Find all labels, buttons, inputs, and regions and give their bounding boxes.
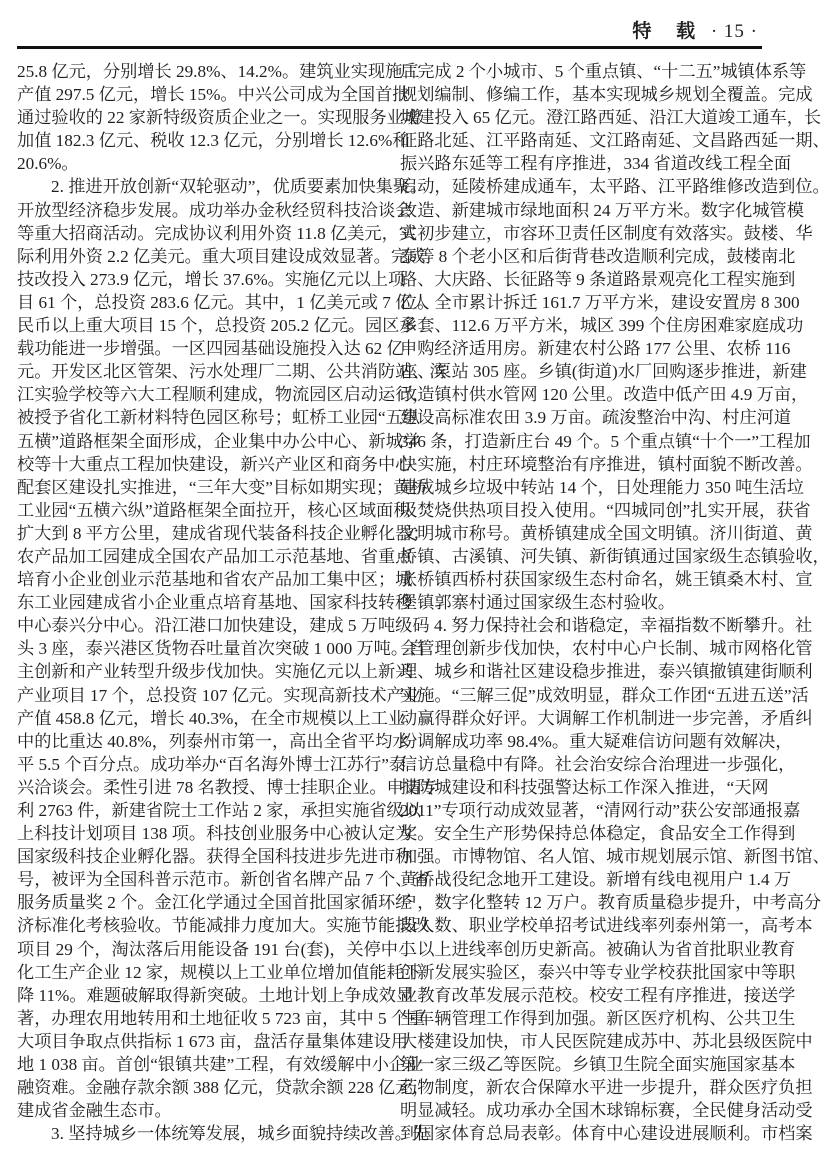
text-line: 振兴路东延等工程有序推进，334 省道改线工程全面	[400, 154, 792, 174]
text-line: 位。全市累计拆迁 161.7 万平方米，建设安置房 8 300	[400, 292, 800, 312]
text-line: 工业园“五横六纵”道路框架全面拉开，核心区域面积	[17, 500, 411, 520]
text-line: 主创新和产业转型升级步伐加快。实施亿元以上新兴	[17, 662, 413, 682]
text-line: 座、泵站 305 座。乡镇(街道)水厂回购逐步推进，新建	[400, 362, 807, 382]
text-line: 平 5.5 个百分点。成功举办“百名海外博士江苏行”泰	[17, 754, 407, 774]
text-line: 到国家体育总局表彰。体育中心建设进展顺利。市档案	[400, 1124, 813, 1144]
text-line: 上科技计划项目 138 项。科技创业服务中心被认定为	[17, 824, 413, 844]
text-line: 中心泰兴分中心。沿江港口加快建设，建成 5 万吨级码	[17, 616, 430, 636]
text-line: 25.8 亿元，分别增长 29.8%、14.2%。建筑业实现施工	[17, 62, 420, 81]
text-line: 户，数字化整转 12 万户。教育质量稳步提升，中考高分	[400, 893, 822, 913]
text-line: 兴洽谈会。柔性引进 78 名教授、博士挂职企业。申请专	[17, 777, 439, 797]
text-line: 346 条，打造新庄台 49 个。5 个重点镇“十个一”工程加	[400, 431, 811, 451]
text-line: 通过验收的 22 家新特级资质企业之一。实现服务业增	[17, 108, 421, 128]
text-line: 降 11%。难题破解取得新突破。土地计划上争成效显	[17, 985, 414, 1005]
text-line: 产值 458.8 亿元，增长 40.3%，在全市规模以上工业	[17, 708, 406, 728]
text-line: 五横”道路框架全面形成，企业集中办公中心、新城学	[17, 431, 420, 451]
text-line: 4. 努力保持社会和谐稳定，幸福指数不断攀升。社	[434, 616, 813, 636]
text-line: 建成省金融生态市。	[17, 1101, 172, 1121]
text-line: 农产品加工园建成全国农产品加工示范基地、省重点	[17, 546, 413, 566]
text-line: 后完成 2 个小城市、5 个重点镇、“十二五”城镇体系等	[400, 62, 807, 81]
text-line: 号，被评为全国科普示范市。新创省名牌产品 7 个、省	[17, 870, 430, 890]
text-line: 路、大庆路、长征路等 9 条道路景观亮化工程实施到	[400, 269, 796, 289]
text-line: 建设高标准农田 3.9 万亩。疏浚整治中沟、村庄河道	[400, 408, 792, 428]
text-line: 第一家三级乙等医院。乡镇卫生院全面实施国家基本	[400, 1055, 796, 1075]
text-line: 中的比重达 40.8%，列泰州市第一，高出全省平均水	[17, 731, 410, 751]
text-line: 征路北延、江平路南延、文江路南延、文昌路西延一期、	[400, 131, 830, 151]
text-line: 改造镇村供水管网 120 公里。改造中低产田 4.9 万亩，	[400, 385, 809, 405]
text-line: 东工业园建成省小企业重点培育基地、国家科技转移	[17, 593, 413, 613]
text-line: 信访总量稳中有降。社会治安综合治理进一步强化，	[400, 754, 796, 774]
section-title: 特 载	[632, 21, 706, 42]
text-line: 等重大招商活动。完成协议利用外资 11.8 亿美元，实	[17, 223, 416, 243]
text-line: 规划编制、修编工作，基本实现城乡规划全覆盖。完成	[400, 85, 813, 105]
text-line: 式初步建立，市容环卫责任区制度有效落实。鼓楼、华	[400, 223, 813, 243]
text-line: 大楼建设加快，市人民医院建成苏中、苏北县级医院中	[400, 1031, 813, 1051]
text-line: 头 3 座，泰兴港区货物吞吐量首次突破 1 000 万吨。自	[17, 639, 426, 659]
text-line: 泰等 8 个老小区和后街背巷改造顺利完成，鼓楼南北	[400, 246, 796, 266]
text-line: 校等十大重点工程加快建设，新兴产业区和商务中心	[17, 454, 413, 474]
text-line: 实施。“三解三促”成效明显，群众工作团“五进五送”活	[400, 685, 809, 705]
text-line: 二以上进线率创历史新高。被确认为省首批职业教育	[400, 939, 796, 959]
text-line: 文明城市称号。黄桥镇建成全国文明镇。济川街道、黄	[400, 523, 813, 543]
text-line: 服务质量奖 2 个。金江化学通过全国首批国家循环经	[17, 893, 413, 913]
text-line: 利 2763 件，新建省院士工作站 2 家，承担实施省级以	[17, 801, 421, 820]
text-line: 国家级科技企业孵化器。获得全国科技进步先进市称	[17, 847, 413, 867]
text-line: 扩大到 8 平方公里，建成省现代装备科技企业孵化器；	[17, 523, 430, 543]
text-line: 2011”专项行动成效显著，“清网行动”获公安部通报嘉	[400, 801, 801, 820]
text-line: 动赢得群众好评。大调解工作机制进一步完善，矛盾纠	[400, 708, 813, 728]
text-line: 载功能进一步增强。一区四园基础设施投入达 62 亿	[17, 339, 404, 359]
text-line: 明显减轻。成功承办全国木球锦标赛，全民健身活动受	[400, 1101, 813, 1121]
text-line: 桥镇、古溪镇、河失镇、新街镇通过国家级生态镇验收，	[400, 546, 830, 566]
running-header	[632, 16, 758, 43]
text-line: 纷调解成功率 98.4%。重大疑难信访问题有效解决，	[400, 731, 793, 751]
text-line: 创新发展实验区，泰兴中等专业学校获批国家中等职	[400, 962, 796, 982]
text-line: 理、城乡和谐社区建设稳步推进，泰兴镇撤镇建街顺利	[400, 662, 813, 682]
text-line: 元。开发区北区管架、污水处理厂二期、公共消防站、滨	[17, 362, 447, 382]
header-rule	[17, 46, 762, 49]
text-line: 化工生产企业 12 家，规模以上工业单位增加值能耗下	[17, 962, 421, 982]
text-line: 20.6%。	[17, 154, 79, 174]
text-line: 产业项目 17 个，总投资 107 亿元。实现高新技术产业	[17, 685, 421, 705]
text-line: 融资难。金融存款余额 388 亿元，贷款余额 228 亿元，	[17, 1078, 430, 1098]
text-line: 江实验学校等六大工程顺利建成，物流园区启动运行，	[17, 385, 430, 405]
text-line: 改造、新建城市绿地面积 24 万平方米。数字化城管模	[400, 200, 804, 220]
text-line: 圾焚烧供热项目投入使用。“四城同创”扎实开展，获省	[400, 500, 811, 520]
left-column	[17, 60, 447, 1145]
page-number: · 15 ·	[710, 21, 758, 42]
text-line: 产值 297.5 亿元，增长 15%。中兴公司成为全国首批	[17, 85, 410, 105]
text-line: 段人数、职业学校单招考试进线率列泰州第一，高考本	[400, 916, 813, 936]
text-line: 张桥镇西桥村获国家级生态村命名，姚王镇桑木村、宣	[400, 570, 813, 590]
text-line: 济标准化考核验收。节能减排力度加大。实施节能技改	[17, 916, 430, 936]
text-line: 培育小企业创业示范基地和省农产品加工集中区；城	[17, 570, 413, 590]
right-column	[400, 60, 830, 1145]
text-line: 黄桥战役纪念地开工建设。新增有线电视用户 1.4 万	[400, 870, 792, 890]
text-line: 著，办理农用地转用和土地征收 5 723 亩，其中 5 个重	[17, 1008, 426, 1028]
text-line: 开放型经济稳步发展。成功举办金秋经贸科技洽谈会	[17, 200, 413, 220]
text-line: 配套区建设扎实推进，“三年大变”目标如期实现；黄桥	[17, 477, 428, 497]
text-line: 加值 182.3 亿元、税收 12.3 亿元，分别增长 12.6%和	[17, 131, 410, 151]
text-line: 技改投入 273.9 亿元，增长 37.6%。实施亿元以上项	[17, 269, 406, 289]
text-line: 城建投入 65 亿元。澄江路西延、沿江大道竣工通车，长	[400, 108, 822, 128]
text-line: 技防城建设和科技强警达标工作深入推进，“天网	[400, 777, 769, 797]
text-line: 建成城乡垃圾中转站 14 个，日处理能力 350 吨生活垃	[400, 477, 804, 497]
text-line: 生车辆管理工作得到加强。新区医疗机构、公共卫生	[400, 1008, 796, 1028]
text-line: 多套、112.6 万平方米，城区 399 个住房困难家庭成功	[400, 316, 804, 336]
text-line: 启动，延陵桥建成通车，太平路、江平路维修改造到位。	[400, 177, 830, 197]
text-line: 药物制度，新农合保障水平进一步提升，群众医疗负担	[400, 1078, 813, 1098]
text-line: 地 1 038 亩。首创“银镇共建”工程，有效缓解中小企业	[17, 1055, 424, 1075]
text-line: 民币以上重大项目 15 个，总投资 205.2 亿元。园区承	[17, 316, 417, 336]
text-line: 业教育改革发展示范校。校安工程有序推进，接送学	[400, 985, 796, 1005]
text-line: 3. 坚持城乡一体统筹发展，城乡面貌持续改善。先	[51, 1124, 430, 1144]
text-line: 申购经济适用房。新建农村公路 177 公里、农桥 116	[400, 339, 791, 359]
text-line: 会管理创新步伐加快，农村中心户长制、城市网格化管	[400, 639, 813, 659]
text-line: 大项目争取点供指标 1 673 亩，盘活存量集体建设用	[17, 1031, 409, 1051]
text-line: 项目 29 个，淘汰落后用能设备 191 台(套)，关停中小	[17, 939, 416, 959]
text-line: 加强。市博物馆、名人馆、城市规划展示馆、新图书馆、	[400, 847, 830, 867]
text-line: 被授予省化工新材料特色园区称号；虹桥工业园“五纵	[17, 408, 420, 428]
text-line: 快实施，村庄环境整治有序推进，镇村面貌不断改善。	[400, 454, 813, 474]
text-line: 目 61 个，总投资 283.6 亿元。其中，1 亿美元或 7 亿人	[17, 292, 430, 312]
text-line: 2. 推进开放创新“双轮驱动”，优质要素加快集聚。	[51, 177, 428, 197]
text-line: 奖。安全生产形势保持总体稳定，食品安全工作得到	[400, 824, 796, 844]
text-line: 际利用外资 2.2 亿美元。重大项目建设成效显著。完成	[17, 246, 426, 266]
text-line: 堡镇郭寨村通过国家级生态村验收。	[400, 593, 676, 613]
